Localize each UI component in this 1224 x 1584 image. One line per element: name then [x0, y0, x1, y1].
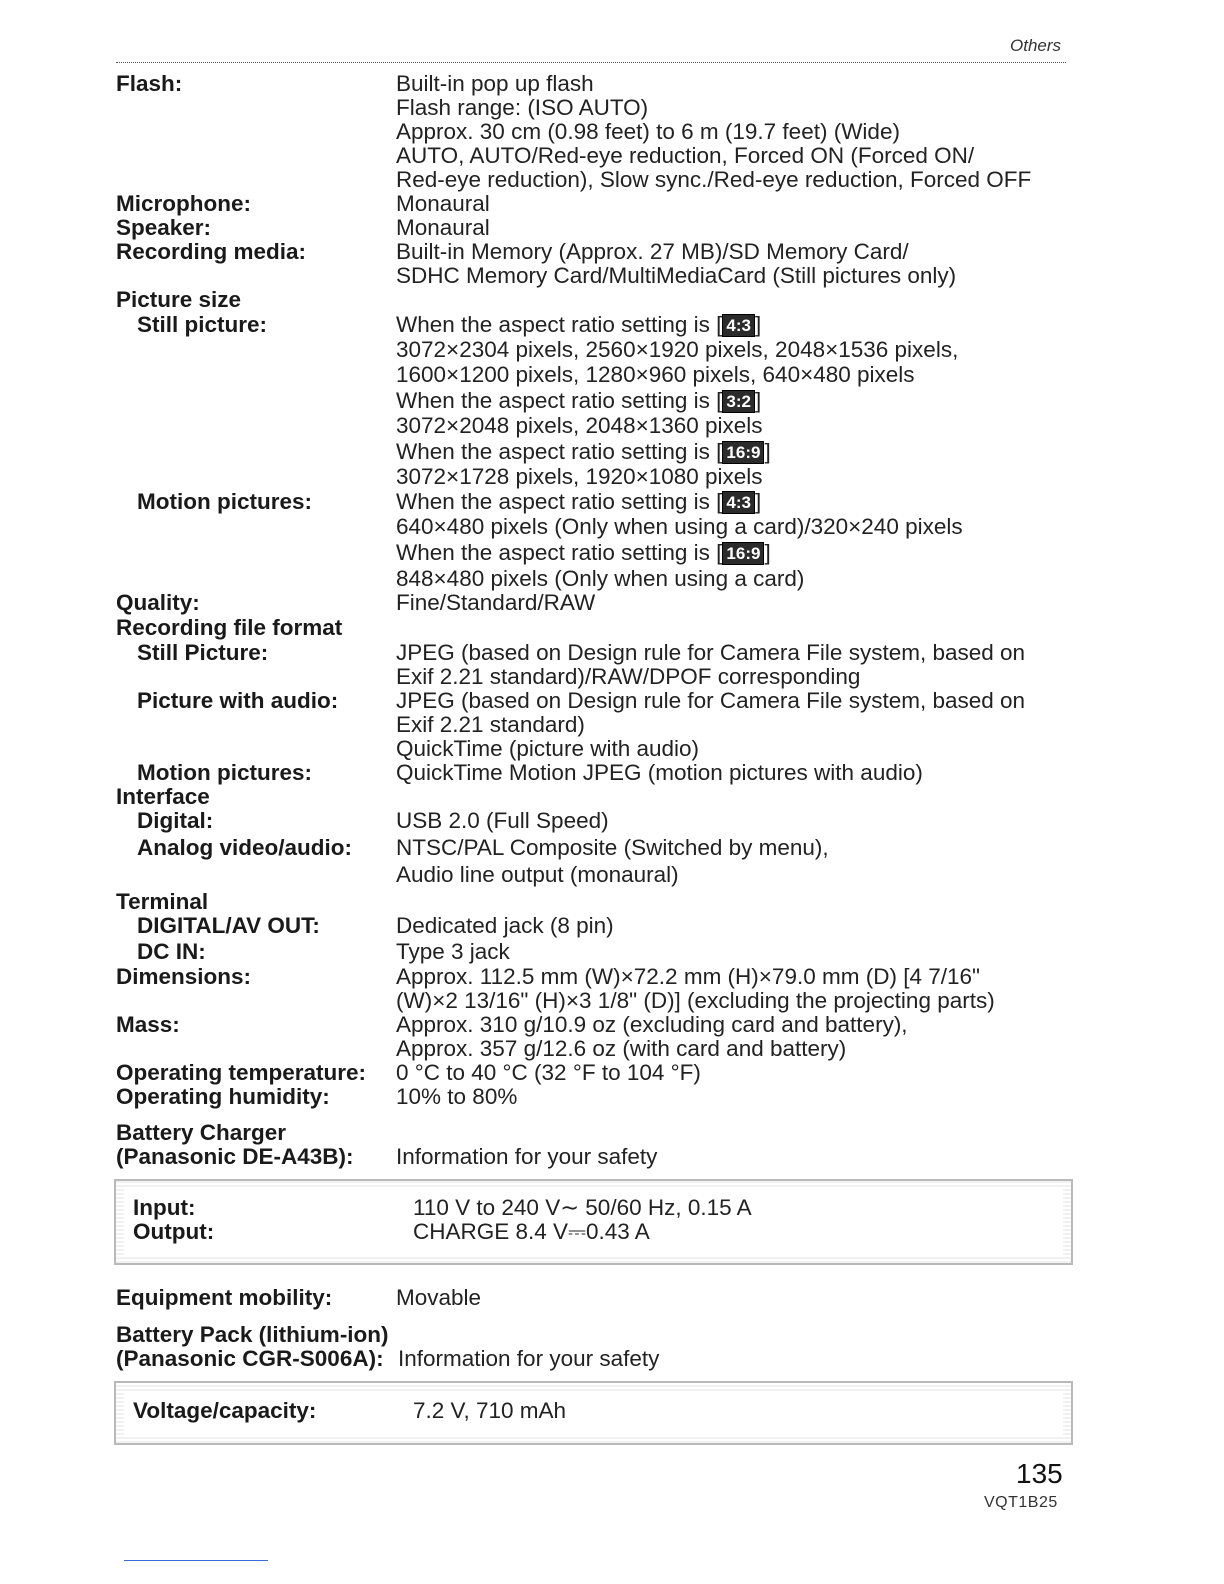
input-label: Input:: [133, 1195, 196, 1220]
operating-humidity-label: Operating humidity:: [116, 1084, 330, 1109]
aspect-ratio-text: When the aspect ratio setting is [: [396, 489, 723, 514]
operating-temperature-label: Operating temperature:: [116, 1060, 367, 1085]
bracket: ]: [755, 489, 762, 514]
resolution-line: 848×480 pixels (Only when using a card): [396, 566, 805, 591]
output-label: Output:: [133, 1219, 215, 1244]
resolution-line: 3072×2048 pixels, 2048×1360 pixels: [396, 413, 763, 438]
footer-link-underline: [124, 1560, 268, 1561]
aspect-ratio-text: When the aspect ratio setting is [: [396, 312, 723, 337]
section-header: Others: [1010, 36, 1062, 55]
battery-pack-info: Information for your safety: [398, 1346, 660, 1371]
quality-label: Quality:: [116, 590, 200, 615]
speaker-label: Speaker:: [116, 215, 212, 240]
mass-label: Mass:: [116, 1012, 180, 1037]
recording-media-line: Built-in Memory (Approx. 27 MB)/SD Memory Card/: [396, 239, 909, 264]
bracket: ]: [764, 540, 771, 565]
flash-line: Flash range: (ISO AUTO): [396, 95, 649, 120]
analog-label: Analog video/audio:: [137, 835, 353, 860]
audio-format-line: Exif 2.21 standard): [396, 712, 585, 737]
operating-temperature-value: 0 °C to 40 °C (32 °F to 104 °F): [396, 1060, 701, 1085]
motion-pictures-label: Motion pictures:: [137, 489, 312, 514]
resolution-line: 640×480 pixels (Only when using a card)/320×240 pixels: [396, 514, 963, 539]
voltage-capacity-value: 7.2 V, 710 mAh: [413, 1398, 567, 1423]
resolution-line: 3072×2304 pixels, 2560×1920 pixels, 2048×1536 pixels,: [396, 337, 959, 362]
header-divider: [116, 62, 1066, 63]
dimensions-line: Approx. 112.5 mm (W)×72.2 mm (H)×79.0 mm (D) [4 7/16": [396, 964, 980, 989]
still-format-label: Still Picture:: [137, 640, 269, 665]
microphone-value: Monaural: [396, 191, 490, 216]
motion-format-label: Motion pictures:: [137, 760, 312, 785]
aspect-4-3-icon: 4:3: [722, 491, 755, 514]
digital-av-label: DIGITAL/AV OUT:: [137, 913, 320, 938]
audio-format-label: Picture with audio:: [137, 688, 339, 713]
aspect-16-9-icon: 16:9: [722, 542, 764, 565]
analog-line: Audio line output (monaural): [396, 862, 679, 887]
battery-charger-info: Information for your safety: [396, 1144, 658, 1169]
terminal-label: Terminal: [116, 889, 209, 914]
dc-in-value: Type 3 jack: [396, 939, 510, 964]
digital-label: Digital:: [137, 808, 214, 833]
flash-line: Built-in pop up flash: [396, 71, 594, 96]
still-format-line: JPEG (based on Design rule for Camera File system, based on: [396, 640, 1026, 665]
bracket: ]: [755, 312, 762, 337]
resolution-line: 1600×1200 pixels, 1280×960 pixels, 640×480 pixels: [396, 362, 915, 387]
mass-line: Approx. 310 g/10.9 oz (excluding card and battery),: [396, 1012, 908, 1037]
aspect-ratio-line: [396, 389, 761, 413]
bracket: ]: [764, 439, 771, 464]
aspect-ratio-text: When the aspect ratio setting is [: [396, 439, 723, 464]
flash-label: Flash:: [116, 71, 183, 96]
input-value: 110 V to 240 V∼ 50/60 Hz, 0.15 A: [413, 1195, 752, 1220]
quality-value: Fine/Standard/RAW: [396, 590, 596, 615]
operating-humidity-value: 10% to 80%: [396, 1084, 518, 1109]
dc-in-label: DC IN:: [137, 939, 206, 964]
battery-pack-model: (Panasonic CGR-S006A):: [116, 1346, 384, 1371]
recording-media-line: SDHC Memory Card/MultiMediaCard (Still pictures only): [396, 263, 957, 288]
audio-format-line: QuickTime (picture with audio): [396, 736, 700, 761]
document-code: VQT1B25: [984, 1494, 1058, 1511]
speaker-value: Monaural: [396, 215, 490, 240]
picture-size-label: Picture size: [116, 287, 242, 312]
aspect-ratio-text: When the aspect ratio setting is [: [396, 388, 723, 413]
digital-value: USB 2.0 (Full Speed): [396, 808, 609, 833]
aspect-ratio-text: When the aspect ratio setting is [: [396, 540, 723, 565]
aspect-ratio-line: [396, 313, 761, 337]
aspect-ratio-line: [396, 541, 771, 565]
digital-av-value: Dedicated jack (8 pin): [396, 913, 614, 938]
aspect-16-9-icon: 16:9: [722, 441, 764, 464]
aspect-ratio-line: [396, 490, 761, 514]
voltage-capacity-label: Voltage/capacity:: [133, 1398, 317, 1423]
aspect-ratio-line: [396, 440, 771, 464]
page-number: 135: [1016, 1458, 1063, 1489]
flash-line: Red-eye reduction), Slow sync./Red-eye reduction, Forced OFF: [396, 167, 1032, 192]
battery-pack-label: Battery Pack (lithium-ion): [116, 1322, 389, 1347]
battery-charger-label: Battery Charger: [116, 1120, 287, 1145]
aspect-4-3-icon: 4:3: [722, 314, 755, 337]
battery-charger-model: (Panasonic DE-A43B):: [116, 1144, 354, 1169]
resolution-line: 3072×1728 pixels, 1920×1080 pixels: [396, 464, 763, 489]
mass-line: Approx. 357 g/12.6 oz (with card and battery): [396, 1036, 847, 1061]
equipment-mobility-label: Equipment mobility:: [116, 1285, 333, 1310]
file-format-label: Recording file format: [116, 615, 343, 640]
flash-line: Approx. 30 cm (0.98 feet) to 6 m (19.7 feet) (Wide): [396, 119, 900, 144]
flash-line: AUTO, AUTO/Red-eye reduction, Forced ON (Forced ON/: [396, 143, 975, 168]
microphone-label: Microphone:: [116, 191, 251, 216]
bracket: ]: [755, 388, 762, 413]
still-format-line: Exif 2.21 standard)/RAW/DPOF corresponding: [396, 664, 861, 689]
equipment-mobility-value: Movable: [396, 1285, 482, 1310]
aspect-3-2-icon: 3:2: [722, 390, 755, 413]
audio-format-line: JPEG (based on Design rule for Camera File system, based on: [396, 688, 1026, 713]
output-value: CHARGE 8.4 V⎓0.43 A: [413, 1219, 650, 1244]
motion-format-value: QuickTime Motion JPEG (motion pictures with audio): [396, 760, 923, 785]
analog-line: NTSC/PAL Composite (Switched by menu),: [396, 835, 829, 860]
interface-label: Interface: [116, 784, 210, 809]
dimensions-line: (W)×2 13/16" (H)×3 1/8" (D)] (excluding the projecting parts): [396, 988, 995, 1013]
still-picture-label: Still picture:: [137, 312, 268, 337]
recording-media-label: Recording media:: [116, 239, 307, 264]
dimensions-label: Dimensions:: [116, 964, 252, 989]
